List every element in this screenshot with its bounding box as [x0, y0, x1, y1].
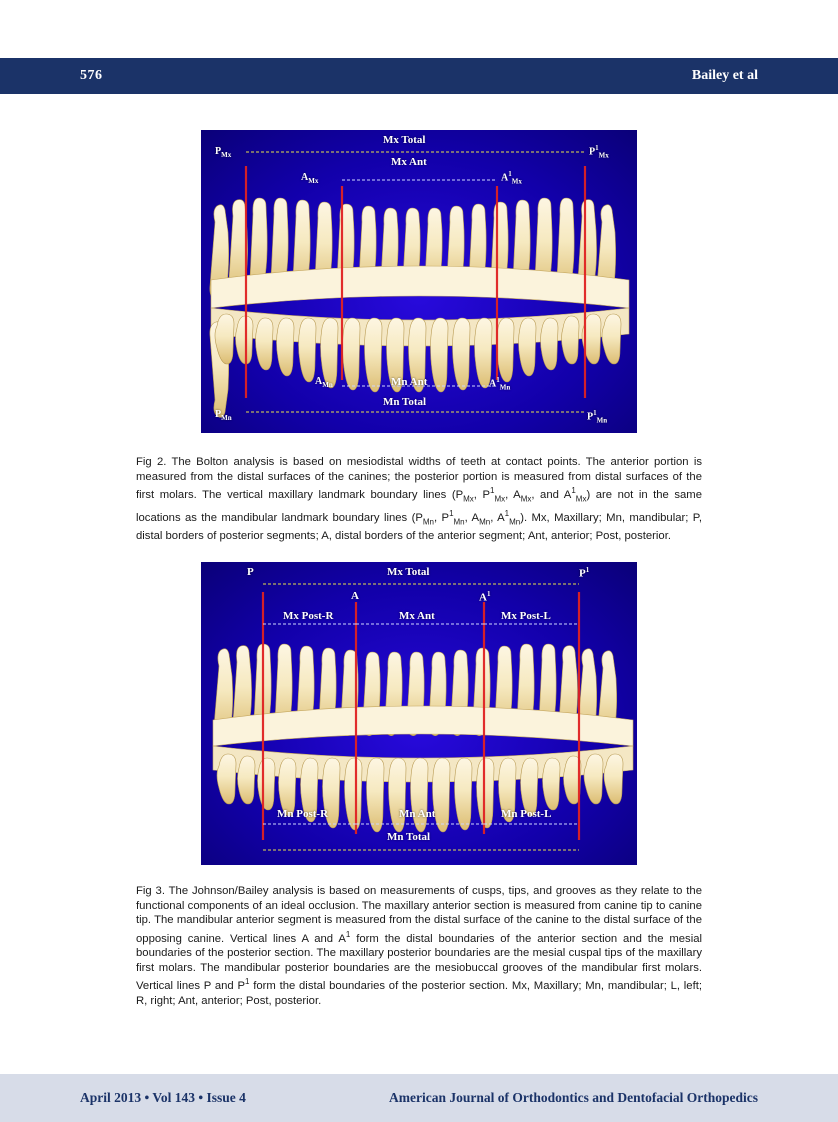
fig3-label-a1: $A^1$ — [479, 590, 491, 604]
fig2-label-a-mx: $A_{Mx}$ — [301, 172, 319, 185]
fig2-label-p1-mn: $P^1_{Mn}$ — [587, 409, 608, 425]
figure-2-caption-text: The Bolton analysis is based on mesiodistal widths of teeth at contact points. The anterior portion is measured from the distal surfaces of the canines; the posterior portion is measured from distal surfaces of the first molars. The vertical maxillary landmark boundary lines ($P_{Mx}$, $P^1_{Mx}$, $A_{Mx}$, and $A^1_{Mx}$) are not in the same locations as the mandibular landmark boundary lines ($P_{Mn}$, $P^1_{Mn}$, $A_{Mn}$, $A^1_{Mn}$). Mx, Maxillary; Mn, mandibular; P, distal borders of posterior segments; A, distal borders of the anterior segment; Ant, anterior; Post, posterior. — [136, 456, 702, 543]
fig3-label-mn-total: Mn Total — [387, 831, 431, 843]
fig2-label-p-mn: $P_{Mn}$ — [215, 409, 232, 422]
fig3-label-p: P — [247, 566, 254, 578]
figure-2-caption — [136, 455, 702, 544]
fig2-label-p1-mx: $P^1_{Mx}$ — [589, 144, 609, 160]
fig2-label-mn-total: Mn Total — [383, 396, 427, 408]
fig2-label-mx-ant: Mx Ant — [391, 156, 427, 168]
fig3-label-mx-post-r: Mx Post-R — [283, 610, 334, 622]
fig3-label-mx-ant: Mx Ant — [399, 610, 435, 622]
fig2-label-a-mn: $A_{Mn}$ — [315, 376, 333, 389]
figure-3-image — [201, 562, 637, 865]
figure-3 — [201, 562, 637, 865]
fig2-label-a1-mn: $A^1_{Mn}$ — [489, 376, 511, 392]
figure-3-caption-label: Fig 3. — [136, 885, 165, 897]
page-number: 576 — [80, 68, 103, 83]
running-head-authors: Bailey et al — [691, 68, 758, 83]
figure-3-caption-text: The Johnson/Bailey analysis is based on measurements of cusps, tips, and grooves as they relate to the functional components of an ideal occlusion. The maxillary anterior section is measured from canine tip to canine tip. The mandibular anterior segment is measured from the distal surface of the canine to the distal surface of the opposing canine. Vertical lines A and $A^1$ form the distal boundaries of the anterior section and the mesial boundaries of the posterior section. The maxillary posterior boundaries are the mesial cuspal tips of the maxillary first molars. The mandibular posterior boundaries are the mesiobuccal grooves of the mandibular first molars. Vertical lines P and $P^1$ form the distal boundaries of the posterior section. Mx, Maxillary; Mn, mandibular; L, left; R, right; Ant, anterior; Post, posterior. — [136, 885, 702, 1007]
page-header — [0, 58, 838, 94]
fig3-label-mn-ant: Mn Ant — [399, 808, 436, 820]
page-footer — [0, 1074, 838, 1122]
footer-journal-name: American Journal of Orthodontics and Dentofacial Orthopedics — [389, 1090, 758, 1105]
footer-issue-info: April 2013 • Vol 143 • Issue 4 — [80, 1090, 246, 1105]
figure-2-caption-label: Fig 2. — [136, 456, 167, 468]
fig2-label-p-mx: $P_{Mx}$ — [215, 146, 232, 159]
figure-2 — [201, 130, 637, 433]
fig3-label-mx-total: Mx Total — [387, 566, 430, 578]
fig3-label-p1: $P^1$ — [579, 566, 590, 580]
fig3-label-mn-post-l: Mn Post-L — [501, 808, 552, 820]
fig3-label-mn-post-r: Mn Post-R — [277, 808, 329, 820]
fig3-label-a: A — [351, 590, 359, 602]
fig2-label-a1-mx: $A^1_{Mx}$ — [501, 170, 522, 186]
fig3-label-mx-post-l: Mx Post-L — [501, 610, 551, 622]
fig2-label-mx-total: Mx Total — [383, 134, 426, 146]
figure-3-caption — [136, 884, 702, 1008]
fig2-label-mn-ant: Mn Ant — [391, 376, 428, 388]
figure-2-image — [201, 130, 637, 433]
